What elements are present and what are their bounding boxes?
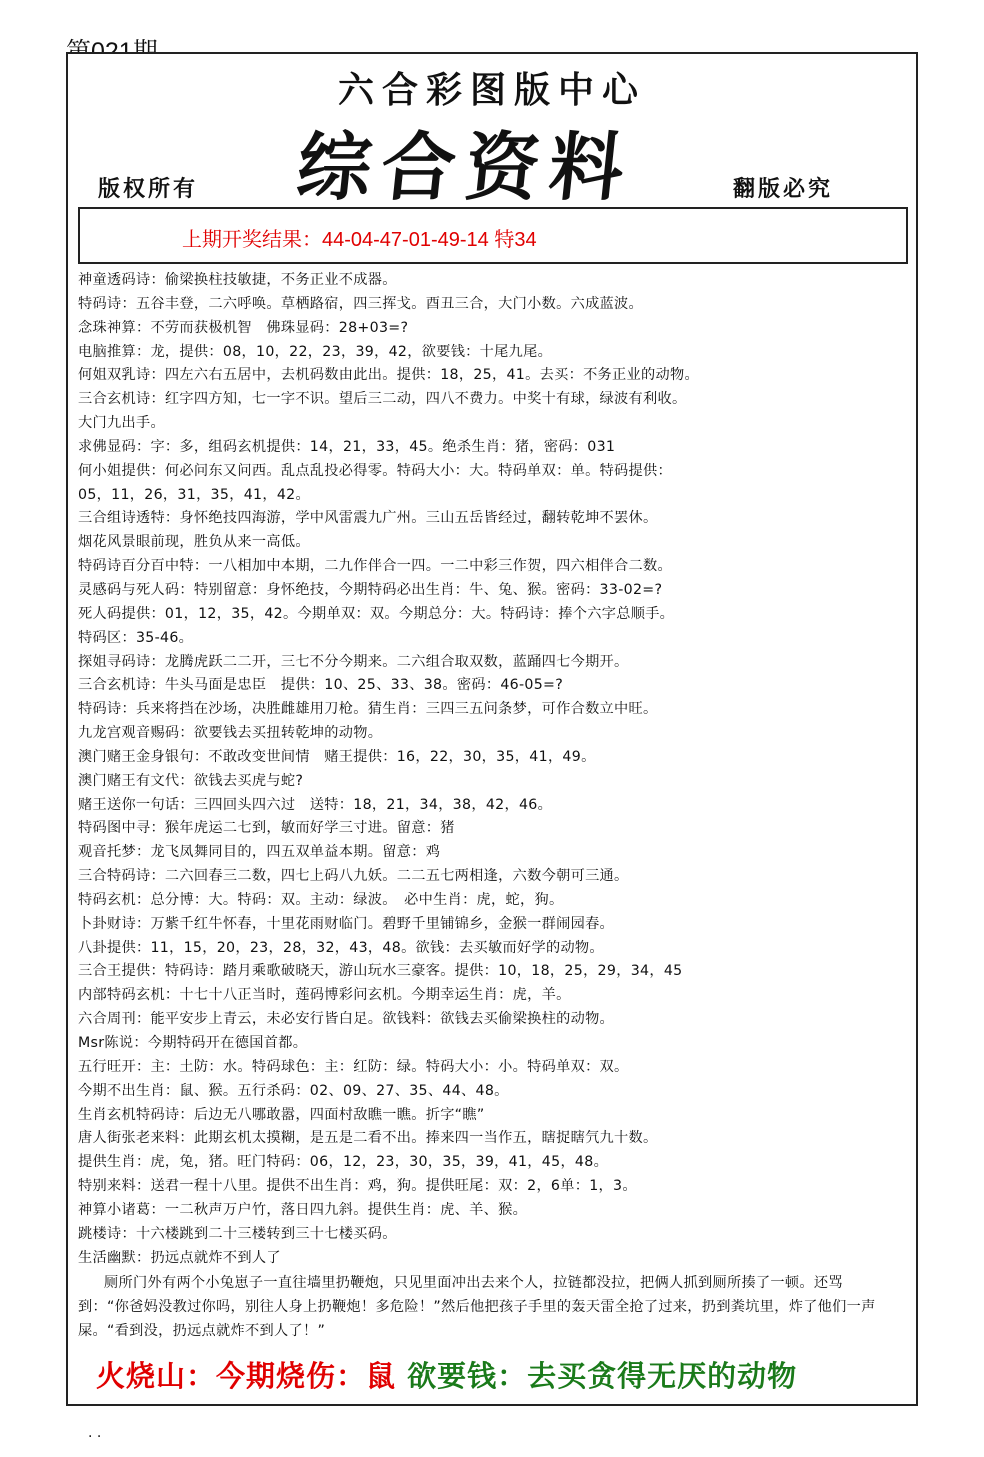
- result-box: [78, 207, 908, 264]
- info-line: 特码诗：兵来将挡在沙场，决胜雌雄用刀枪。猜生肖：三四三五问条梦，可作合数立中旺。: [78, 701, 658, 718]
- info-line: 何小姐提供：何必问东又问西。乱点乱投必得零。特码大小：大。特码单双：单。特码提供：: [78, 462, 672, 479]
- info-line: 三合特码诗：二六回春三二数，四七上码八九妖。二二五七两相逢，六数今朝可三通。: [78, 868, 629, 885]
- info-line: 念珠神算：不劳而获极机智 佛珠显码：28+03=?: [78, 319, 409, 336]
- info-line: 唐人街张老来料：此期玄机太摸糊，是五是二看不出。捧来四一当作五，瞎捉瞎氕九十数。: [78, 1130, 658, 1147]
- info-line: 大门九出手。: [78, 415, 165, 432]
- info-line: 内部特码玄机：十七十八正当时，莲码博彩问玄机。今期幸运生肖：虎，羊。: [78, 987, 571, 1004]
- info-line: 特码诗：五谷丰登，二六呼唤。草栖路宿，四三挥戈。酉丑三合，大门小数。六成蓝波。: [78, 295, 644, 312]
- info-line: 特别来料：送君一程十八里。提供不出生肖：鸡，狗。提供旺尾：双：2，6单：1，3。: [78, 1178, 637, 1195]
- bottom-marks: . .: [88, 1425, 102, 1441]
- info-line: 观音托梦：龙飞凤舞同目的，四五双单益本期。留意：鸡: [78, 844, 441, 861]
- info-line: 特码诗百分百中特：一八相加中本期，二九作伴合一四。一二中彩三作贺，四六相伴合二数。: [78, 558, 672, 575]
- info-line: 五行旺开：主：土防：水。特码球色：主：红防：绿。特码大小：小。特码单双：双。: [78, 1058, 629, 1075]
- copyright-note: 版权所有: [98, 176, 199, 202]
- info-line: 求佛显码：字：多，组码玄机提供：14，21，33，45。绝杀生肖：猪，密码：031: [78, 438, 616, 455]
- info-line: 电脑推算：龙，提供：08，10，22，23，39，42，欲要钱：十尾九尾。: [78, 343, 553, 360]
- info-line: 特码玄机：总分博：大。特码：双。主动：绿波。 必中生肖：虎，蛇，狗。: [78, 891, 564, 908]
- footer-burn: 火烧山：今期烧伤：鼠: [96, 1359, 397, 1393]
- info-line: 今期不出生肖：鼠、猴。五行杀码：02、09、27、35、44、48。: [78, 1082, 509, 1099]
- footer-money: 欲要钱：去买贪得无厌的动物: [407, 1359, 798, 1393]
- info-line: Msr陈说：今期特码开在德国首都。: [78, 1035, 308, 1051]
- info-line: 澳门赌王金身银句：不敢改变世间情 赌王提供：16，22，30，35，41，49。: [78, 748, 596, 765]
- info-line: 跳楼诗：十六楼跳到二十三楼转到三十七楼买码。: [78, 1225, 397, 1242]
- info-line: 神童透码诗：偷梁换柱技敏捷，不务正业不成器。: [78, 272, 397, 288]
- info-line: 三合玄机诗：红字四方知，七一字不识。望后三二动，四八不费力。中奖十有球，绿波有利收。: [78, 391, 687, 408]
- piracy-note: 翻版必究: [733, 176, 834, 202]
- center-title: 六合彩图版中心: [337, 69, 646, 111]
- info-line: 特码图中寻：猴年虎运二七到，敏而好学三寸进。留意：猪: [78, 820, 455, 837]
- info-line: 提供生肖：虎，兔，猪。旺门特码：06，12，23，30，35，39，41，45，48。: [78, 1154, 609, 1171]
- footer-banner: [96, 1354, 797, 1395]
- info-line: 何姐双乳诗：四左六右五居中，去机码数由此出。提供：18，25，41。去买：不务正业的动物。: [78, 367, 699, 384]
- info-line: 九龙宫观音赐码：欲要钱去买扭转乾坤的动物。: [78, 725, 383, 742]
- info-line: 三合王提供：特码诗：踏月乘歌破晓天，游山玩水三豪客。提供：10，18，25，29，34，45: [78, 963, 683, 980]
- document-frame: [66, 52, 918, 1406]
- info-line: 赌王送你一句话：三四回头四六过 送特：18，21，34，38，42，46。: [78, 796, 553, 813]
- info-line: 六合周刊：能平安步上青云，未必安行皆白足。欲钱料：欲钱去买偷梁换柱的动物。: [78, 1011, 615, 1028]
- info-line: 烟花风景眼前现，胜负从来一高低。: [78, 534, 310, 551]
- info-line: 八卦提供：11，15，20，23，28，32，43，48。欲钱：去买敏而好学的动物。: [78, 939, 604, 956]
- info-line: 三合组诗透特：身怀绝技四海游，学中风雷震九广州。三山五岳皆经过，翻转乾坤不罢休。: [78, 510, 658, 527]
- info-line: 探姐寻码诗：龙腾虎跃二二开，三七不分今期来。二六组合取双数，蓝踊四七今期开。: [78, 653, 629, 670]
- info-line: 三合玄机诗：牛头马面是忠臣 提供：10、25、33、38。密码：46-05=?: [78, 677, 564, 694]
- info-line: 05，11，26，31，35，41，42。: [78, 486, 310, 503]
- info-line: 神算小诸葛：一二秋声万户竹，落日四九斜。提供生肖：虎、羊、猴。: [78, 1201, 528, 1218]
- info-line: 卜卦财诗：万紫千红牛怀春，十里花雨财临门。碧野千里铺锦乡，金猴一群闹园春。: [78, 915, 615, 932]
- main-title: 综合资料: [292, 125, 638, 211]
- humor-story: 厕所门外有两个小兔崽子一直往墙里扔鞭炮，只见里面冲出去来个人，拉链都没拉，把俩人抓到厕所揍了一顿。还骂到：“你爸妈没教过你吗，别往人身上扔鞭炮！多危险！”然后他把孩子手里的轰天雷全抢了过来，扔到粪坑里，炸了他们一声屎。“看到没，扔远点就炸不到人了！”: [78, 1275, 876, 1339]
- info-line: 生肖玄机特码诗：后边无八哪敢嚣，四面村敌瞧一瞧。折字“瞧”: [78, 1106, 485, 1123]
- info-line: 死人码提供：01，12，35，42。今期单双：双。今期总分：大。特码诗：捧个六字总顺手。: [78, 605, 675, 622]
- info-line: 澳门赌王有文代：欲钱去买虎与蛇?: [78, 772, 304, 789]
- info-line: 灵感码与死人码：特别留意：身怀绝技，今期特码必出生肖：牛、兔、猴。密码：33-02=?: [78, 581, 663, 598]
- last-draw-result: 上期开奖结果：44-04-47-01-49-14 特34: [182, 229, 537, 251]
- info-line: 特码区：35-46。: [78, 629, 194, 646]
- info-line: 生活幽默：扔远点就炸不到人了: [78, 1249, 281, 1266]
- info-lines: [78, 269, 913, 1270]
